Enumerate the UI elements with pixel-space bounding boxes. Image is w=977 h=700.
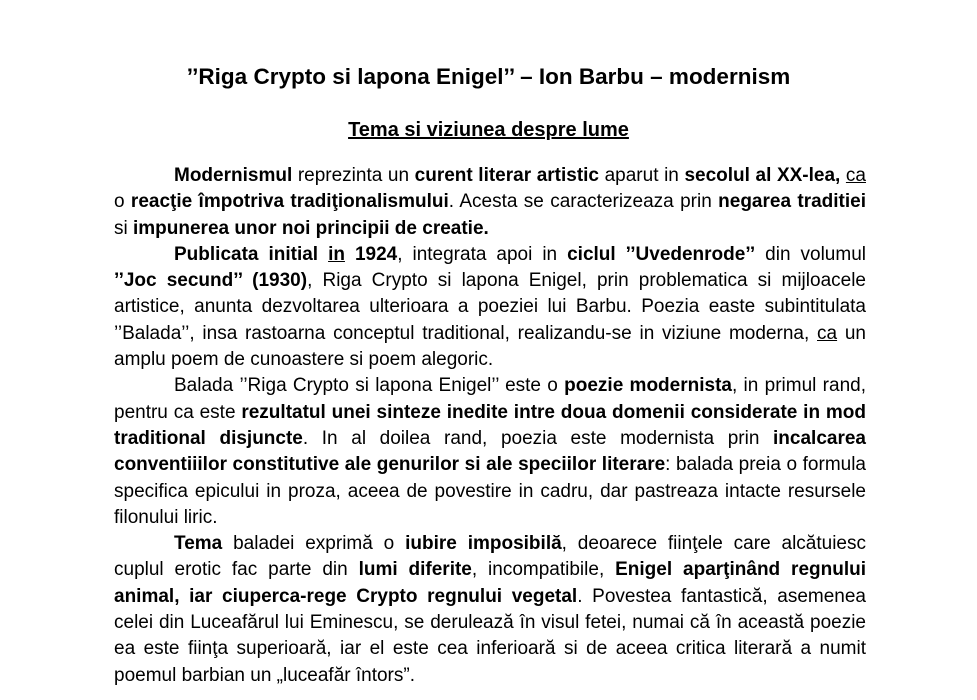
text-run: . Acesta se caracterizeaza prin (448, 191, 719, 213)
text-run: secolul al XX-lea, (684, 165, 841, 186)
text-run: in (328, 243, 345, 265)
document-title: ’’Riga Crypto si lapona Enigel’’ – Ion Barbu – modernism (186, 64, 791, 89)
text-run: aparut in (599, 165, 685, 186)
text-run: , incompatibile, (471, 559, 616, 581)
text-run: , Riga Crypto si lapona Enigel, prin problematica si mijloacele artistice, anunta dezvoltarea ulterioara a poeziei lui Barbu. Poezia easte subintitulata ’’Balada’’, insa rastoarna conceptul traditional, realizandu-se in viziune moderna, (114, 270, 866, 344)
text-run: incalcarea conventiiilor constitutive ale genurilor si ale speciilor literare (114, 427, 866, 476)
text-run: impunerea unor noi principii de creatie. (133, 217, 489, 239)
text-run: iubire imposibilă (405, 533, 562, 555)
text-run: reprezinta un (292, 165, 415, 186)
text-run: Balada ’’Riga Crypto si lapona Enigel’’ este o (174, 375, 565, 397)
text-run: ca (845, 165, 866, 186)
text-run: , integrata apoi in (397, 243, 568, 265)
text-run: reacţie împotriva tradiţionalismului (130, 191, 449, 213)
paragraph (114, 373, 866, 531)
text-run: rezultatul unei sinteze inedite intre doua domenii considerate in mod traditional disjuncte (114, 401, 866, 449)
text-run: lumi diferite (358, 559, 472, 581)
text-run: baladei exprimă o (222, 533, 406, 555)
text-run: negarea traditiei (718, 191, 866, 213)
text-run: , in primul rand, pentru ca este (114, 375, 866, 423)
text-run: Publicata initial (174, 243, 329, 265)
paragraph (114, 163, 866, 242)
document-body (114, 163, 866, 689)
text-run: poezie modernista (564, 375, 732, 397)
text-run: . In al doilea rand, poezia este modernista prin (302, 427, 774, 449)
text-run: Enigel aparţinând regnului animal, iar ciuperca-rege Crypto regnului vegetal (114, 559, 866, 607)
text-run: 1924 (344, 243, 398, 265)
text-run: Modernismul (174, 165, 293, 186)
text-run: un amplu poem de cunoastere si poem alegoric. (114, 322, 867, 371)
text-run: Tema (174, 533, 223, 555)
text-run: din volumul (755, 243, 866, 265)
text-run: o (114, 191, 131, 213)
text-run: ’’Joc secund’’ (1930) (114, 270, 308, 292)
text-run: curent literar artistic (414, 165, 600, 186)
text-run: , deoarece fiinţele care alcătuiesc cuplul erotic fac parte din (114, 533, 866, 581)
text-run: si (114, 217, 133, 239)
text-run: ca (817, 322, 838, 344)
paragraph (114, 242, 866, 373)
section-heading: Tema si viziunea despre lume (348, 119, 629, 141)
text-run: ciclul ’’Uvedenrode’’ (567, 243, 756, 265)
text-run: . Povestea fantastică, asemenea celei din Luceafărul lui Eminescu, se derulează în visul fetei, numai că în această poezie ea este fiinţa superioară, iar el este cea inferioară si de aceea critica literară a numit poemul barbian un „luceafăr întors”. (114, 585, 866, 686)
text-run: : balada preia o formula specifica epicului in proza, aceea de povestire in cadru, dar pastreaza intacte resursele filonului liric. (114, 454, 866, 528)
paragraph (114, 531, 866, 689)
